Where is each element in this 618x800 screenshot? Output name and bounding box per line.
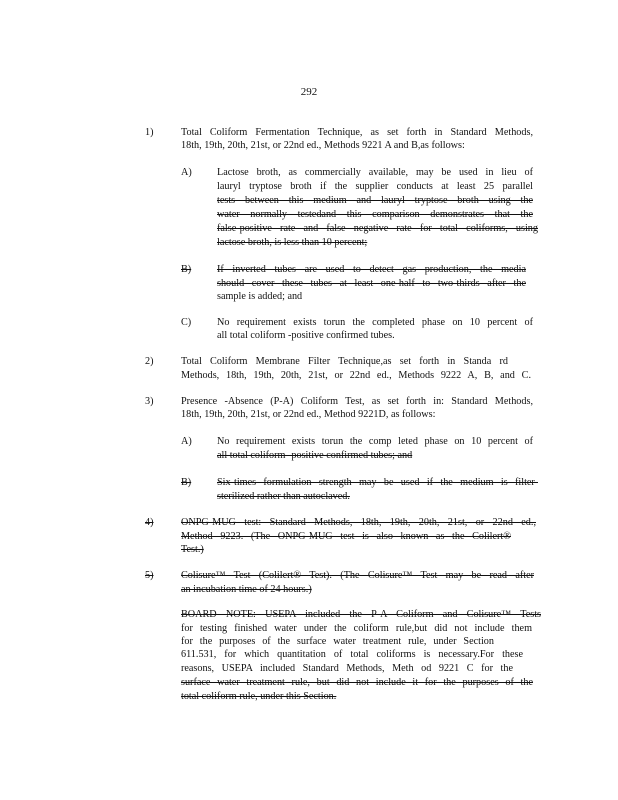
subitem-text-line-struck: If inverted tubes are used to detect gas production, the media xyxy=(217,264,526,275)
subitem-text-line: sample is added; and xyxy=(217,291,303,302)
item-text-line: Total Coliform Membrane Filter Technique,as set forth in Standa rd xyxy=(181,356,508,367)
item-label: 2) xyxy=(145,356,154,367)
item-text-line-struck: ONPG-MUG test: Standard Methods, 18th, 19th, 20th, 21st, or 22nd ed., xyxy=(181,517,536,528)
item-text-line: Presence -Absence (P-A) Coliform Test, as set forth in: Standard Methods, xyxy=(181,396,533,407)
item-text-line-struck: Test.) xyxy=(181,544,204,555)
subitem-text-line: No requirement exists torun the comp leted phase on 10 percent of xyxy=(217,436,533,447)
item-text-line-struck: an incubation time of 24 hours.) xyxy=(181,584,312,595)
subitem-label: B) xyxy=(181,264,192,275)
subitem-text-line-struck: tests between this medium and lauryl tryptose broth using the xyxy=(217,195,533,206)
item-text-line: Total Coliform Fermentation Technique, as set forth in Standard Methods, xyxy=(181,127,533,138)
item-text-line: 18th, 19th, 20th, 21st, or 22nd ed., Methods 9221 A and B,as follows: xyxy=(181,140,465,151)
subitem-text-line-struck: false-positive rate and false negative rate for total coliforms, using xyxy=(217,223,538,234)
subitem-text-line-struck: sterilized rather than autoclaved. xyxy=(217,491,350,502)
subitem-text-line-struck: water normally testedand this comparison demonstrates that the xyxy=(217,209,533,220)
subitem-label: A) xyxy=(181,167,192,178)
subitem-label: C) xyxy=(181,317,192,328)
board-note-line-struck: BOARD NOTE: USEPA included the P-A Coliform and Colisure™ Tests xyxy=(181,609,541,620)
item-text-line: Methods, 18th, 19th, 20th, 21st, or 22nd ed., Methods 9222 A, B, and C. xyxy=(181,370,531,381)
subitem-text-line-struck: lactose broth, is less than 10 percent; xyxy=(217,237,368,248)
subitem-text-line: all total coliform -positive confirmed tubes. xyxy=(217,330,395,341)
item-text-line: 18th, 19th, 20th, 21st, or 22nd ed., Method 9221D, as follows: xyxy=(181,409,436,420)
board-note-line: for the purposes of the surface water treatment rule, under Section xyxy=(181,636,494,647)
subitem-text-line: lauryl tryptose broth if the supplier conducts at least 25 parallel xyxy=(217,181,533,192)
board-note-line-struck: surface water treatment rule, but did not include it for the purposes of the xyxy=(181,677,533,688)
subitem-text-line: Lactose broth, as commercially available, may be used in lieu of xyxy=(217,167,533,178)
subitem-text-line-struck: all total coliform -positive confirmed tubes; and xyxy=(217,450,413,461)
board-note-line: for testing finished water under the coliform rule,but did not include them xyxy=(181,623,532,634)
item-text-line-struck: Method 9223. (The ONPG-MUG test is also known as the Colilert® xyxy=(181,531,511,542)
board-note-line-struck: total coliform rule, under this Section. xyxy=(181,691,337,702)
item-text-line-struck: Colisure™ Test (Colilert® Test). (The Colisure™ Test may be read after xyxy=(181,570,534,581)
subitem-text-line: No requirement exists torun the completed phase on 10 percent of xyxy=(217,317,533,328)
item-label: 4) xyxy=(145,517,154,528)
subitem-text-line-struck: should cover these tubes at least one-half to two-thirds after the xyxy=(217,278,526,289)
page-number: 292 xyxy=(300,86,318,98)
subitem-label: A) xyxy=(181,436,192,447)
subitem-label: B) xyxy=(181,477,192,488)
item-label: 1) xyxy=(145,127,154,138)
board-note-line: reasons, USEPA included Standard Methods, Meth od 9221 C for the xyxy=(181,663,513,674)
item-label: 5) xyxy=(145,570,154,581)
item-label: 3) xyxy=(145,396,154,407)
board-note-line: 611.531, for which quantitation of total coliforms is necessary.For these xyxy=(181,649,523,660)
subitem-text-line-struck: Six-times formulation strength may be used if the medium is filter- xyxy=(217,477,538,488)
